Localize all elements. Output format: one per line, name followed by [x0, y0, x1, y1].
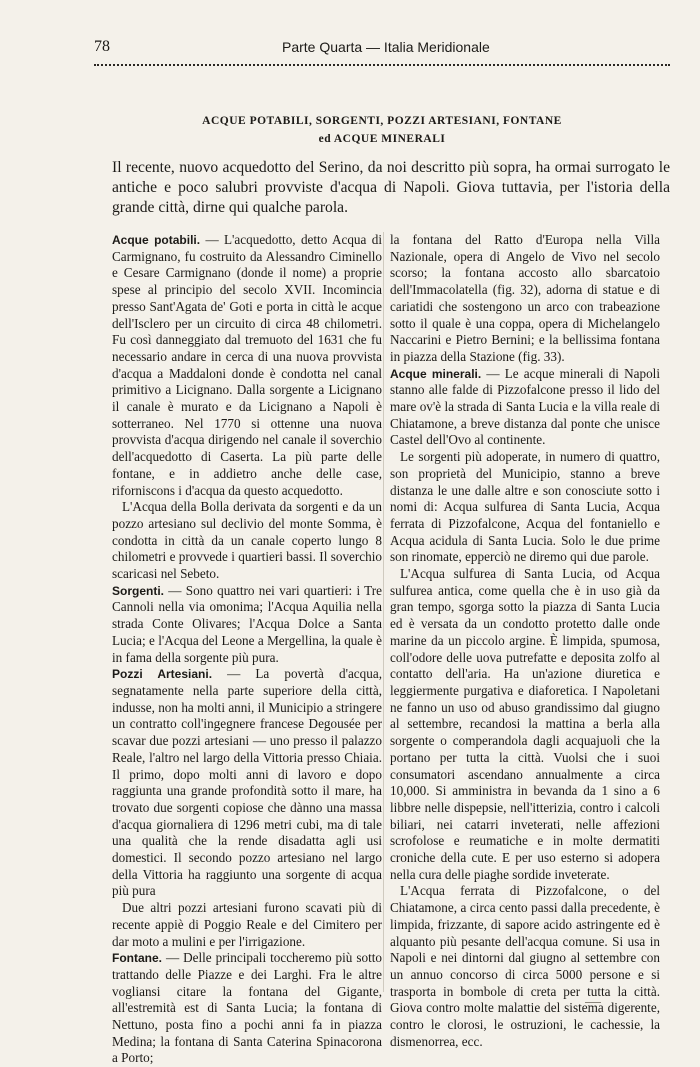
text-sorgenti: — Sono quattro nei vari quartieri: i Tre Cannoli nella via omonima; l'Acqua Aquilia nella strada Conte Olivares; l'Acqua Dolce a Santa Lucia; e l'Acqua del Leone a Mergellina, la quale è in fama della sorgente più pura.: [112, 582, 382, 665]
lead-acque-minerali: Acque minerali.: [390, 366, 482, 381]
lead-fontane: Fontane.: [112, 951, 162, 966]
text-acque-minerali: — Le acque minerali di Napoli stanno alle falde di Pizzofalcone presso il lido del mare ov'è la strada di Santa Lucia e la villa reale di Chiatamone, a breve distanza dal ponte che unisce Castel dell'Ovo al continente.: [390, 365, 660, 448]
footer-mark: [585, 1002, 601, 1003]
paragraph-sorgenti-municipio: Le sorgenti più adoperate, in numero di quattro, son proprietà del Municipio, stanno a breve distanza le une dalle altre e son conosciute sotto i nomi di: Acqua sulfurea di Santa Lucia, Acqua ferrata di Pizzofalcone, Acqua del fontaniello e Acqua acidula di Santa Lucia. Solo le due prime son rinomate, epperciò ne diremo qui due parole.: [390, 449, 660, 565]
paragraph-acqua-sulfurea: L'Acqua sulfurea di Santa Lucia, od Acqua sulfurea antica, come quella che è in uso già da gran tempo, sgorga sotto la piazza di Santa Lucia ed è versata da un condotto protetto dalle onde marine da un piccolo argine. È limpida, spumosa, coll'odore delle uova putrefatte e deposita zolfo al contatto dell'aria. Ha un'azione diuretica e leggiermente purgativa e diaforetica. I Napoletani ne fanno un uso od abuso grandissimo dal giugno al settembre, recandosi la mattina a berla alla sorgente o comperandola dagli acquajuoli che la portano per tutta la città. Vuolsi che i suoi consumatori ascendano annualmente a circa 10,000. Si amministra in bevanda da 1 sino a 6 libbre nelle dispepsie, nell'itterizia, contro i calcoli biliari, nei catarri inveterati, nelle affezioni scrofolose e reumatiche e in molte dermatiti croniche della cute. E per uso esterno si adopera nella cura delle piaghe sordide inveterate.: [390, 566, 660, 882]
paragraph-sorgenti: [112, 583, 382, 667]
paragraph-fontane-cont: la fontana del Ratto d'Europa nella Villa Nazionale, opera di Angelo de Vivo nel secolo scorso; la fontana accosto allo sbarcatoio dell'Immacolatella (fig. 32), adorna di statue e di cariatidi che sostengono un arco con trabeazione sotto il quale è una coppa, opera di Michelangelo Naccarini e Pietro Bernini; e la bellissima fontana in piazza della Stazione (fig. 33).: [390, 232, 660, 364]
paragraph-acqua-bolla: L'Acqua della Bolla derivata da sorgenti e da un pozzo artesiano sul declivio del monte Somma, è condotta in città da un canale coperto lungo 8 chilometri e provvede i quartieri bassi. Il soverchio scaricasi nel Sebeto.: [112, 499, 382, 582]
intro-text: Il recente, nuovo acquedotto del Serino, da noi descritto più sopra, ha ormai surrogato le antiche e poco salubri provviste d'acqua di Napoli. Giova tuttavia, per l'istoria della grande città, dirne qui qualche parola.: [112, 159, 670, 216]
page-header: [94, 38, 668, 60]
paragraph-fontane: [112, 950, 382, 1067]
text-acque-potabili: — L'acquedotto, detto Acqua di Carmignano, fu costruito da Alessandro Ciminello e Cesare Carmignano (donde il nome) a proprie spese al principio del secolo XVII. Incomincia presso Sant'Agata de' Goti e porta in città le acque dell'Isclero per un circuito di circa 48 chilometri. Fu così danneggiato dal tremuoto del 1631 che fu necessario andare in cerca di una nuova provvista d'acqua a Maddaloni donde è condotta nel canal primitivo a Licignano. Dalla sorgente a Licignano il canale è murato e da Licignano a Napoli è sotterraneo. Nel 1770 si ottenne una nuova provvista d'acqua dirigendo nel canale il soverchio dell'acquedotto di Caserta. La più parte delle fontane, e in addietro anche delle case, riforniscons i d'acqua da questo acquedotto.: [112, 232, 382, 498]
paragraph-altri-pozzi: Due altri pozzi artesiani furono scavati più di recente appiè di Poggio Reale e del Cimitero per dar moto a mulini e per l'irrigazione.: [112, 900, 382, 949]
intro-paragraph: [112, 158, 670, 218]
lead-acque-potabili: Acque potabili.: [112, 233, 201, 247]
header-rule: [94, 64, 670, 66]
lead-sorgenti: Sorgenti.: [112, 583, 165, 598]
text-fontane: — Delle principali toccheremo più sotto trattando delle Piazze e dei Larghi. Fra le altre vogliansi citare la fontana del Gigante, all'estremità est di Santa Lucia; la fontana di Nettuno, posta fino a pochi anni fa in piazza Medina; la fontana di Santa Caterina Spinacorona a Porto;: [112, 950, 382, 1066]
paragraph-acque-minerali: [390, 366, 660, 450]
lead-pozzi-artesiani: Pozzi Artesiani.: [112, 667, 213, 682]
section-title-line2: ed ACQUE MINERALI: [318, 133, 446, 145]
column-divider: [383, 232, 384, 992]
right-column: [390, 232, 660, 1050]
running-title: Parte Quarta — Italia Meridionale: [282, 39, 490, 55]
left-column: [112, 232, 382, 1067]
section-title: [94, 112, 670, 148]
paragraph-acque-potabili: [112, 232, 382, 499]
section-title-line1: ACQUE POTABILI, SORGENTI, POZZI ARTESIANI, FONTANE: [202, 115, 562, 127]
paragraph-pozzi-artesiani: [112, 666, 382, 900]
paragraph-acqua-ferrata: L'Acqua ferrata di Pizzofalcone, o del Chiatamone, a circa cento passi dalla precedente, è limpida, frizzante, di sapore acido astringente ed è alquanto più pesante dell'acqua comune. Si usa in Napoli e nei dintorni dal giugno al settembre con un annuo concorso di circa 5000 persone e si trasporta in bombole di creta per tutta la città. Giova contro molte malattie del sistema digerente, contro le clorosi, le ostruzioni, le cachessie, la dismenorrea, ecc.: [390, 883, 660, 1049]
page-number: 78: [94, 38, 110, 55]
text-pozzi-artesiani: — La povertà d'acqua, segnatamente nella parte superiore della città, indusse, non ha molti anni, il Municipio a stringere un contratto coll'ingegnere francese Degousée per scavar due pozzi artesiani — uno presso il palazzo Reale, l'altro nel largo della Vittoria presso Chiaia. Il primo, dopo molti anni di lavoro e dopo raggiunta una grande profondità sotto il mare, ha trovato due sorgenti copiose che dànno una massa d'acqua giornaliera di 1296 metri cubi, ma di tale una qualità che la rende disadatta agli usi domestici. Il secondo pozzo artesiano nel largo della Vittoria ha raggiunto una sorgente di acqua più pura: [112, 666, 382, 899]
